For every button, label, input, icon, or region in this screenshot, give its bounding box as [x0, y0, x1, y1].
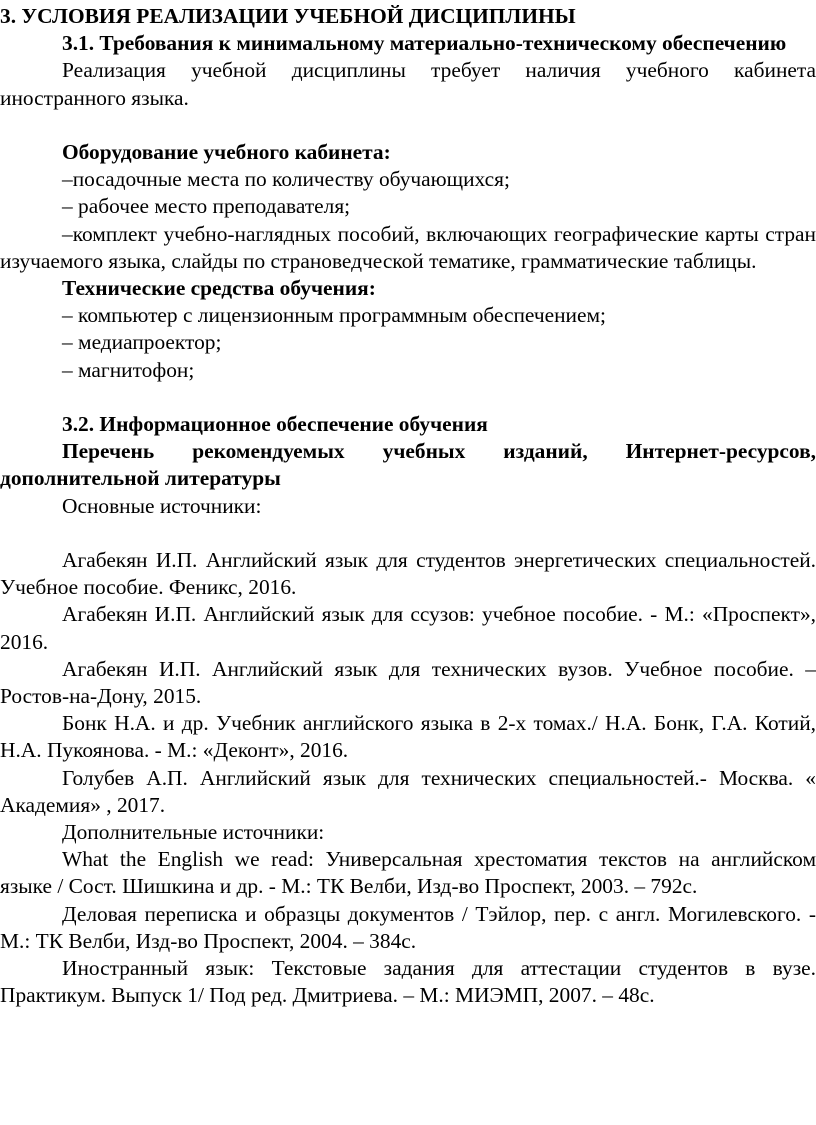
- section-title: 3. УСЛОВИЯ РЕАЛИЗАЦИИ УЧЕБНОЙ ДИСЦИПЛИНЫ: [0, 4, 576, 28]
- intro-paragraph: Реализация учебной дисциплины требует наличия учебного кабинета иностранного языка.: [0, 58, 816, 110]
- additional-source-item: Деловая переписка и образцы документов / Тэйлор, пер. с англ. Могилевского. - М.: ТК Велби, Изд-во Проспект, 2004. – 384с.: [0, 901, 816, 953]
- technical-item: – компьютер с лицензионным программным обеспечением;: [62, 303, 606, 328]
- technical-heading: Технические средства обучения:: [62, 276, 376, 301]
- spacer: [0, 112, 816, 139]
- main-source-item: Агабекян И.П. Английский язык для студентов энергетических специальностей. Учебное пособие. Феникс, 2016.: [0, 548, 816, 600]
- technical-item: – медиапроектор;: [62, 330, 222, 355]
- equipment-item: –комплект учебно-наглядных пособий, включающих географические карты стран изучаемого языка, слайды по страноведческой тематике, грамматические таблицы.: [0, 221, 816, 273]
- equipment-item: – рабочее место преподавателя;: [62, 194, 351, 219]
- additional-source-item: Иностранный язык: Текстовые задания для аттестации студентов в вузе. Практикум. Выпуск 1/ Под ред. Дмитриева. – М.: МИЭМП, 2007. – 48с.: [0, 956, 816, 1008]
- subsection-3-1-heading: 3.1. Требования к минимальному материально-техническому обеспечению: [62, 31, 787, 56]
- main-source-item: Агабекян И.П. Английский язык для технических вузов. Учебное пособие. – Ростов-на-Дону, 2015.: [0, 656, 816, 709]
- additional-source-item: What the English we read: Универсальная хрестоматия текстов на английском языке / Сост. Шишкина и др. - М.: ТК Велби, Изд-во Проспект, 2003. – 792с.: [0, 847, 816, 899]
- spacer: [0, 384, 816, 411]
- recommended-list-heading: Перечень рекомендуемых учебных изданий, Интернет-ресурсов, дополнительной литературы: [0, 439, 816, 491]
- main-source-item: Бонк Н.А. и др. Учебник английского языка в 2-х томах./ Н.А. Бонк, Г.А. Котий, Н.А. Пукоянова. - М.: «Деконт», 2016.: [0, 711, 816, 763]
- subsection-3-2-heading: 3.2. Информационное обеспечение обучения: [62, 412, 488, 437]
- additional-sources-heading: Дополнительные источники:: [62, 820, 325, 845]
- main-sources-heading: Основные источники:: [62, 493, 262, 518]
- equipment-heading: Оборудование учебного кабинета:: [62, 140, 391, 164]
- equipment-item: –посадочные места по количеству обучающихся;: [62, 167, 510, 192]
- main-source-item: Голубев А.П. Английский язык для технических специальностей.- Москва. « Академия» , 2017.: [0, 765, 816, 817]
- spacer: [0, 520, 816, 547]
- technical-item: – магнитофон;: [62, 357, 195, 382]
- main-source-item: Агабекян И.П. Английский язык для ссузов: учебное пособие. - М.: «Проспект», 2016.: [0, 602, 816, 654]
